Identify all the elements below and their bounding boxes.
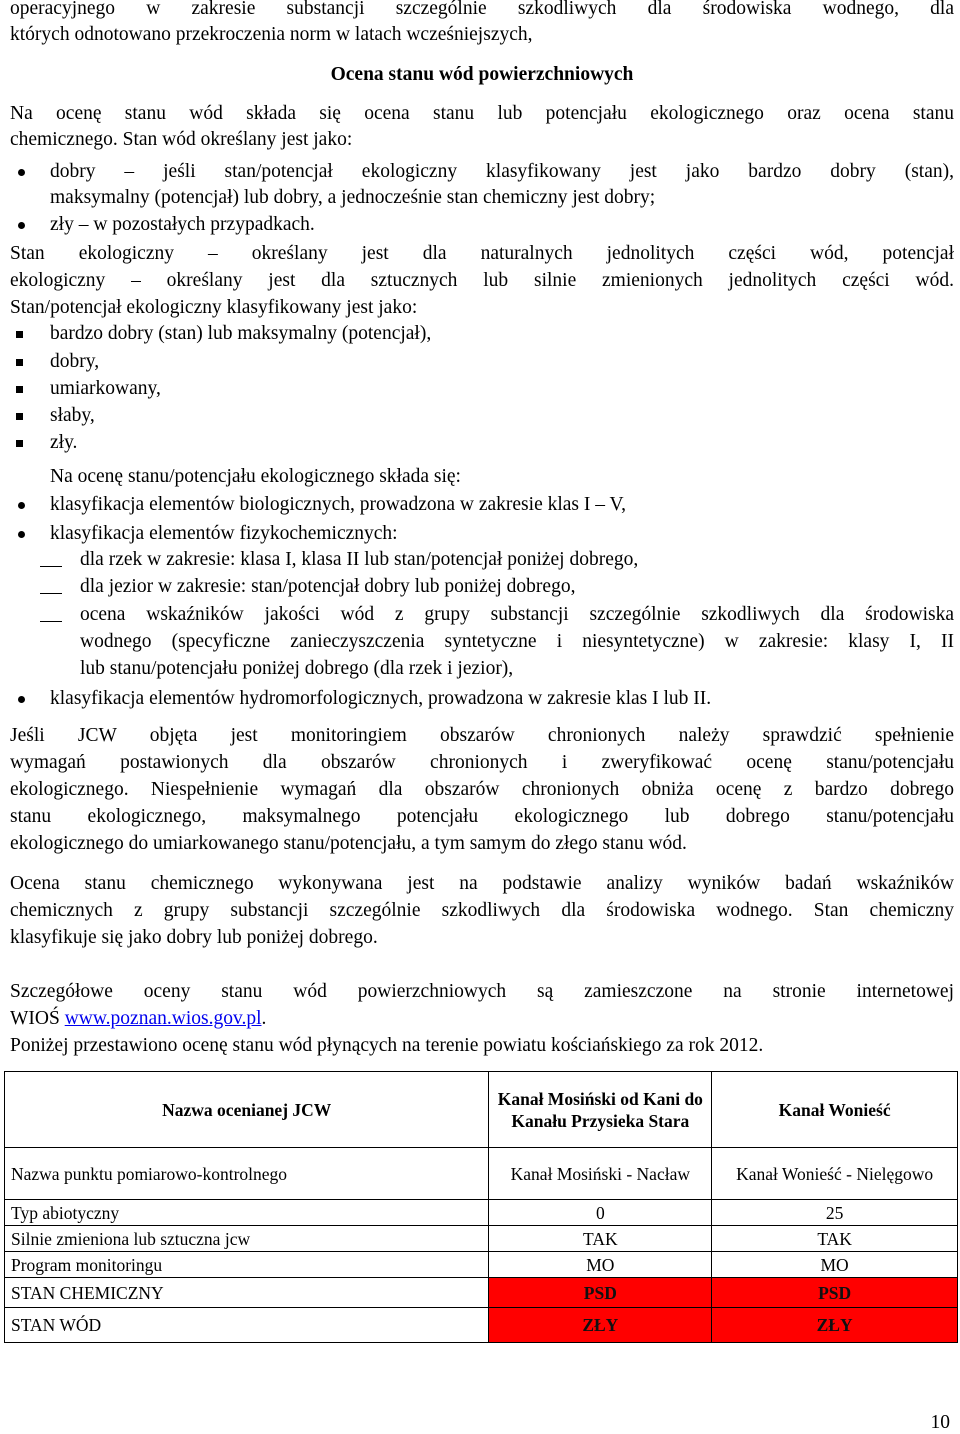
bullet-square: [16, 429, 23, 455]
table-cell: 25: [712, 1200, 958, 1226]
paragraph-line: ekologicznego do umiarkowanego stanu/potencjału, a tym samym do złego stanu wód.: [10, 833, 687, 854]
table-cell-highlight: ZŁY: [712, 1308, 958, 1343]
paragraph-line: [10, 1006, 954, 1032]
bullet-dot: [18, 491, 25, 517]
paragraph-line: Stan ekologiczny – określany jest dla naturalnych jednolitych części wód, potencjał: [10, 243, 954, 264]
table-cell-label: Program monitoringu: [5, 1252, 489, 1278]
list-item: słaby,: [50, 405, 95, 426]
table-header-row: [5, 1072, 958, 1148]
bullet-square: [16, 320, 23, 346]
list-item: dla jezior w zakresie: stan/potencjał dobry lub poniżej dobrego,: [80, 576, 576, 597]
list-item: klasyfikacja elementów fizykochemicznych:: [50, 523, 398, 544]
table-header-cell: Kanał Wonieść: [712, 1072, 958, 1148]
bullet-dash: [40, 549, 62, 575]
bullet-dot: [18, 685, 25, 711]
paragraph-line: ekologicznego. Niespełnienie wymagań dla obszarów chronionych obniża ocenę z bardzo dobrego: [10, 779, 954, 800]
paragraph-line: Na ocenę stanu wód składa się ocena stanu lub potencjału ekologicznego oraz ocena stanu: [10, 103, 954, 124]
paragraph-line: ekologiczny – określany jest dla sztucznych lub silnie zmienionych jednolitych części wód.: [10, 270, 954, 291]
table-row: [5, 1278, 958, 1308]
table-cell-highlight: PSD: [712, 1278, 958, 1308]
table-cell-label: Typ abiotyczny: [5, 1200, 489, 1226]
table-cell: MO: [712, 1252, 958, 1278]
link-prefix: WIOŚ: [10, 1008, 65, 1029]
paragraph-line: chemicznego. Stan wód określany jest jako:: [10, 129, 353, 150]
water-status-table: [4, 1071, 958, 1343]
table-cell-label: Nazwa punktu pomiarowo-kontrolnego: [5, 1148, 489, 1200]
paragraph-line: Szczegółowe oceny stanu wód powierzchniowych są zamieszczone na stronie internetowej: [10, 981, 954, 1002]
paragraph-line: Jeśli JCW objęta jest monitoringiem obszarów chronionych należy sprawdzić spełnienie: [10, 725, 954, 746]
link-suffix: .: [261, 1008, 267, 1029]
paragraph-line: Poniżej przestawiono ocenę stanu wód płynących na terenie powiatu kościańskiego za rok 2012.: [10, 1035, 764, 1056]
table-header-cell: Nazwa ocenianej JCW: [5, 1072, 489, 1148]
table-cell: MO: [489, 1252, 712, 1278]
list-item: ocena wskaźników jakości wód z grupy substancji szczególnie szkodliwych dla środowiska: [80, 604, 954, 625]
table-row: [5, 1252, 958, 1278]
list-item: dobry,: [50, 351, 100, 372]
list-item: wodnego (specyficzne zanieczyszczenia syntetyczne i niesyntetyczne) w zakresie: klasy I, II: [80, 631, 954, 652]
list-item: klasyfikacja elementów biologicznych, prowadzona w zakresie klas I – V,: [50, 494, 626, 515]
table-row: [5, 1200, 958, 1226]
bullet-square: [16, 402, 23, 428]
section-heading: Ocena stanu wód powierzchniowych: [330, 64, 634, 85]
table-row: [5, 1148, 958, 1200]
list-item: zły.: [50, 432, 78, 453]
table-cell-highlight: PSD: [489, 1278, 712, 1308]
bullet-dash: [40, 576, 62, 602]
paragraph-line: Ocena stanu chemicznego wykonywana jest na podstawie analizy wyników badań wskaźników: [10, 873, 954, 894]
paragraph-line: wymagań postawionych dla obszarów chronionych i zweryfikować ocenę stanu/potencjału: [10, 752, 954, 773]
list-item: maksymalny (potencjał) lub dobry, a jednocześnie stan chemiczny jest dobry;: [50, 187, 656, 208]
table-row: [5, 1308, 958, 1343]
bullet-dot: [18, 211, 25, 237]
table-cell: Kanał Wonieść - Nielęgowo: [712, 1148, 958, 1200]
table-cell: Kanał Mosiński - Nacław: [489, 1148, 712, 1200]
bullet-square: [16, 348, 23, 374]
paragraph-line: których odnotowano przekroczenia norm w latach wcześniejszych,: [10, 24, 533, 45]
page-number: 10: [930, 1412, 950, 1433]
table-cell: TAK: [712, 1226, 958, 1252]
table-cell-highlight: ZŁY: [489, 1308, 712, 1343]
table-cell-label: STAN WÓD: [5, 1308, 489, 1343]
bullet-square: [16, 375, 23, 401]
table-cell: TAK: [489, 1226, 712, 1252]
table-header-cell: Kanał Mosiński od Kani do Kanału Przysieka Stara: [489, 1072, 712, 1148]
list-item: dla rzek w zakresie: klasa I, klasa II lub stan/potencjał poniżej dobrego,: [80, 549, 639, 570]
list-item: bardzo dobry (stan) lub maksymalny (potencjał),: [50, 323, 432, 344]
table-cell-label: STAN CHEMICZNY: [5, 1278, 489, 1308]
paragraph-line: klasyfikuje się jako dobry lub poniżej dobrego.: [10, 927, 378, 948]
bullet-dot: [18, 158, 25, 184]
paragraph-line: operacyjnego w zakresie substancji szczególnie szkodliwych dla środowiska wodnego, dla: [10, 0, 954, 19]
table-cell: 0: [489, 1200, 712, 1226]
paragraph-line: Na ocenę stanu/potencjału ekologicznego składa się:: [50, 466, 461, 487]
paragraph-line: chemicznych z grupy substancji szczególnie szkodliwych dla środowiska wodnego. Stan chemiczny: [10, 900, 954, 921]
list-item: lub stanu/potencjału poniżej dobrego (dla rzek i jezior),: [80, 658, 514, 679]
paragraph-line: stanu ekologicznego, maksymalnego potencjału ekologicznego lub dobrego stanu/potencjału: [10, 806, 954, 827]
list-item: umiarkowany,: [50, 378, 161, 399]
wios-website-link[interactable]: www.poznan.wios.gov.pl: [64, 1008, 262, 1029]
list-item: klasyfikacja elementów hydromorfologicznych, prowadzona w zakresie klas I lub II.: [50, 688, 712, 709]
paragraph-line: Stan/potencjał ekologiczny klasyfikowany jest jako:: [10, 297, 418, 318]
table-cell-label: Silnie zmieniona lub sztuczna jcw: [5, 1226, 489, 1252]
list-item: zły – w pozostałych przypadkach.: [50, 214, 315, 235]
bullet-dot: [18, 520, 25, 546]
table-row: [5, 1226, 958, 1252]
bullet-dash: [40, 604, 62, 630]
list-item: dobry – jeśli stan/potencjał ekologiczny klasyfikowany jest jako bardzo dobry (stan),: [50, 161, 954, 182]
